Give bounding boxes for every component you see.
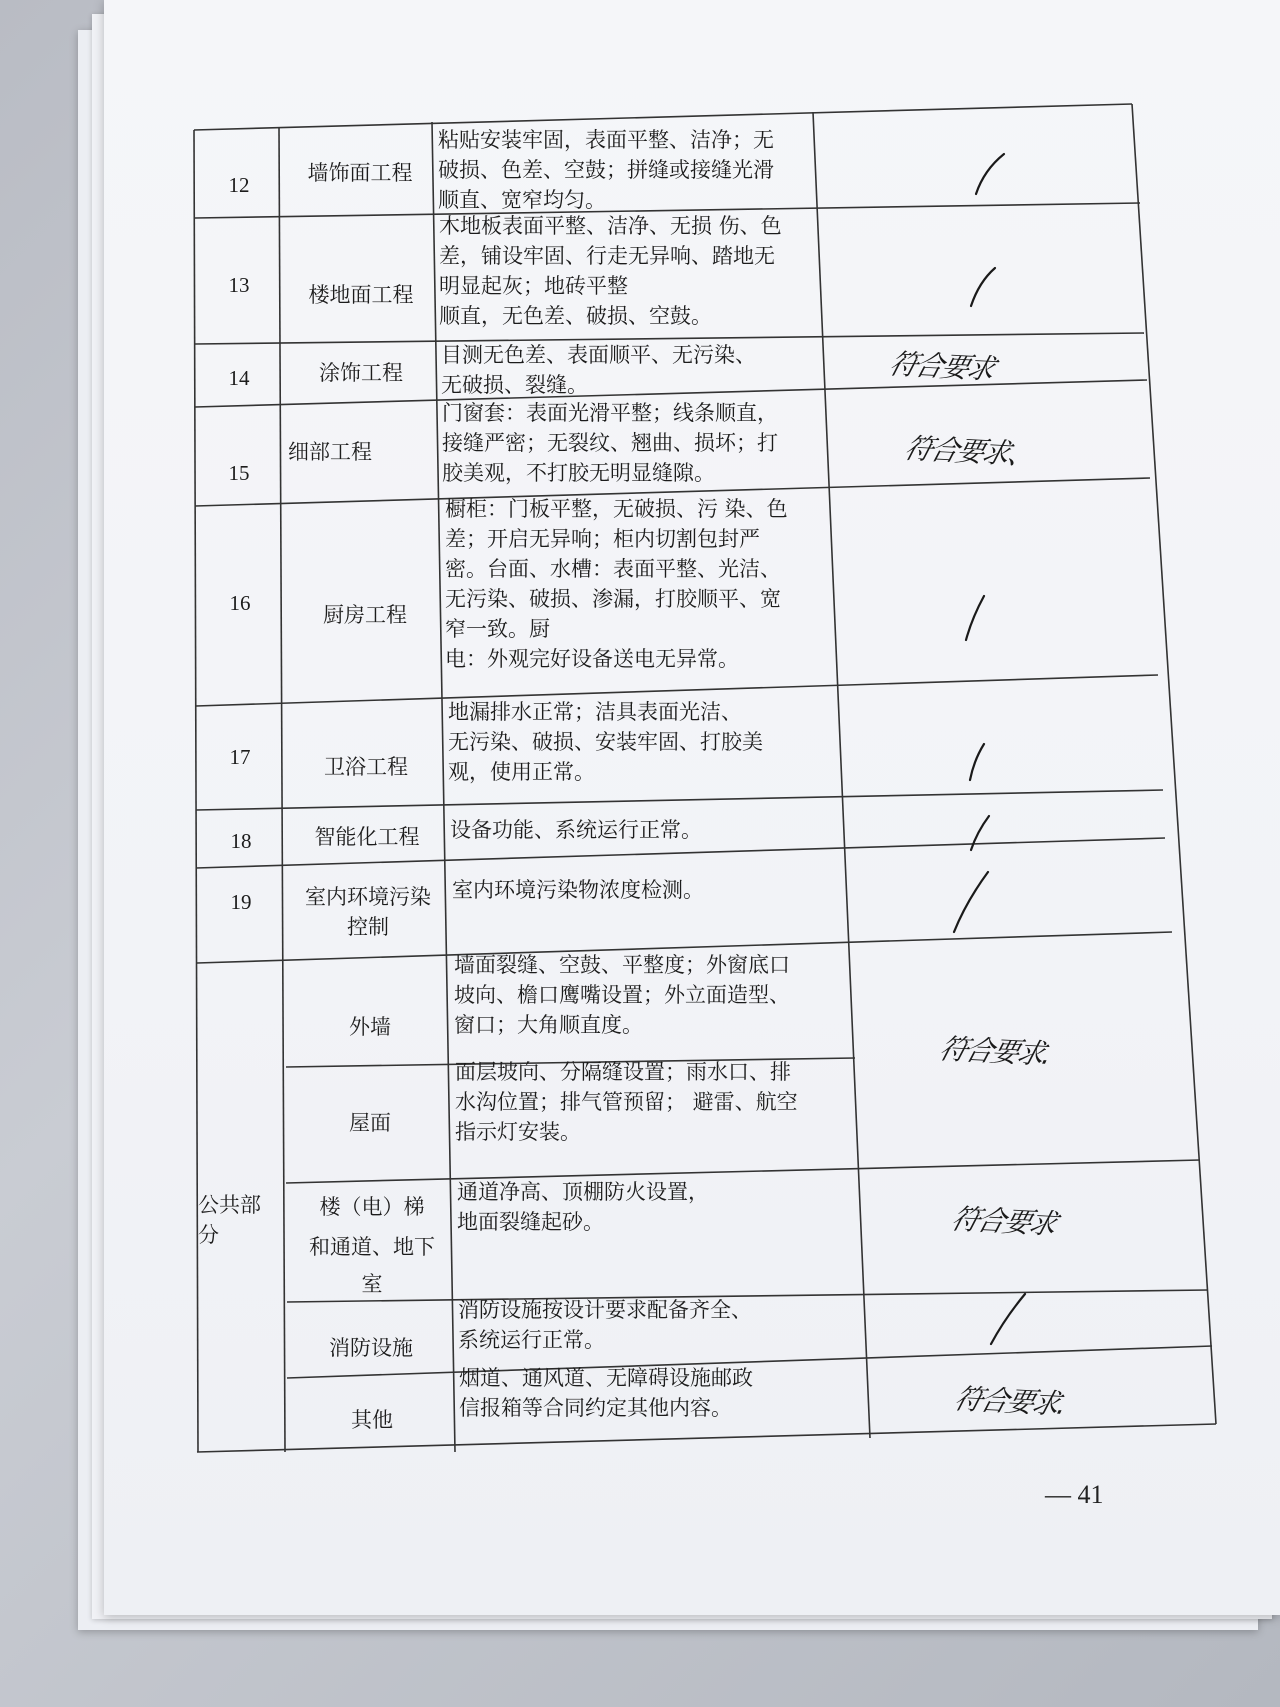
- check-mark-icon: [965, 262, 1005, 312]
- item-description: [438, 125, 774, 215]
- item-name: 墙饰面工程: [307, 161, 413, 185]
- description-line: 无污染、破损、渗漏，打胶顺平、宽: [445, 587, 781, 611]
- description-line: 窄一致。厨: [445, 617, 550, 641]
- public-item-description: [454, 950, 790, 1040]
- item-name: 楼地面工程: [308, 283, 414, 307]
- public-item-name: 外墙: [349, 1015, 391, 1039]
- description-line: 无污染、破损、安装牢固、打胶美: [448, 730, 763, 754]
- description-line: 接缝严密；无裂纹、翘曲、损坏；打: [442, 431, 778, 455]
- handwritten-result: 符合要求.: [935, 1032, 1055, 1071]
- check-mark-icon: [958, 592, 998, 646]
- description-line: 墙面裂缝、空鼓、平整度；外窗底口: [454, 953, 790, 977]
- description-line: 胶美观，不打胶无明显缝隙。: [442, 461, 715, 485]
- public-section-label: [198, 1190, 280, 1250]
- description-line: 信报箱等合同约定其他内容。: [459, 1396, 732, 1420]
- item-description: [442, 398, 778, 488]
- item-name: 智能化工程: [314, 825, 420, 849]
- row-number: 18: [230, 829, 252, 853]
- item-name-line: 室内环境污染: [305, 885, 431, 909]
- check-mark-icon: [970, 150, 1010, 200]
- description-line: 消防设施按设计要求配备齐全、: [458, 1298, 752, 1322]
- check-mark-icon: [965, 812, 1001, 856]
- public-item-description: [457, 1177, 709, 1237]
- public-item-name: 其他: [351, 1408, 393, 1432]
- handwritten-result: 符合要求: [885, 347, 998, 386]
- description-line: 差，铺设牢固、行走无异响、踏地无: [439, 244, 775, 268]
- public-item-description: [455, 1057, 798, 1147]
- description-line: 地漏排水正常；洁具表面光洁、: [448, 700, 742, 724]
- public-item-description: [458, 1295, 752, 1355]
- description-line: 水沟位置；排气管预留； 避雷、航空: [455, 1090, 798, 1114]
- item-name: 厨房工程: [323, 603, 407, 627]
- description-line: 窗口；大角顺直度。: [454, 1013, 643, 1037]
- description-line: 无破损、裂缝。: [441, 373, 588, 397]
- item-description: [439, 211, 782, 331]
- handwritten-result: 符合要求、: [901, 431, 1039, 472]
- description-line: 门窗套：表面光滑平整；线条顺直，: [442, 401, 778, 425]
- description-line: 观，使用正常。: [448, 760, 595, 784]
- page-number: — 41: [1045, 1480, 1104, 1509]
- description-line: 系统运行正常。: [458, 1328, 605, 1352]
- item-name: 涂饰工程: [319, 361, 403, 385]
- public-item-name: 屋面: [349, 1111, 391, 1135]
- description-line: 目测无色差、表面顺平、无污染、: [441, 343, 756, 367]
- description-line: 明显起灰；地砖平整: [439, 274, 628, 298]
- item-name: 卫浴工程: [324, 755, 408, 779]
- item-name-line: 控制: [347, 915, 389, 939]
- description-line: 地面裂缝起砂。: [457, 1210, 604, 1234]
- public-item-name: [292, 1187, 452, 1301]
- row-number: 15: [228, 461, 250, 485]
- public-label-line: 分: [198, 1223, 219, 1247]
- description-line: 橱柜：门板平整，无破损、污 染、色: [445, 497, 788, 521]
- item-description: [441, 340, 756, 400]
- description-line: 坡向、檐口鹰嘴设置；外立面造型、: [454, 983, 790, 1007]
- row-number: 16: [229, 591, 251, 615]
- description-line: 顺直，无色差、破损、空鼓。: [439, 304, 712, 328]
- description-line: 设备功能、系统运行正常。: [450, 818, 702, 842]
- item-description: [445, 494, 788, 674]
- check-mark-icon: [962, 738, 998, 786]
- row-number: 13: [228, 273, 250, 297]
- description-line: 密。台面、水槽：表面平整、光洁、: [445, 557, 781, 581]
- description-line: 面层坡向、分隔缝设置；雨水口、排: [455, 1060, 791, 1084]
- item-name-line: 室: [361, 1272, 383, 1296]
- description-line: 电：外观完好设备送电无异常。: [445, 647, 739, 671]
- public-item-name: 消防设施: [329, 1336, 413, 1360]
- handwritten-result: 符合要求.: [950, 1382, 1070, 1421]
- public-label-line: 公共部: [198, 1193, 261, 1217]
- row-number: 14: [228, 366, 250, 390]
- public-item-description: [459, 1363, 753, 1423]
- row-number: 12: [228, 173, 250, 197]
- item-name-line: 楼（电）梯: [319, 1195, 425, 1219]
- description-line: 指示灯安装。: [455, 1120, 581, 1144]
- item-name: 细部工程: [288, 440, 372, 464]
- row-number: 19: [230, 890, 252, 914]
- description-line: 顺直、宽窄均匀。: [438, 188, 606, 212]
- item-description: [448, 697, 763, 787]
- description-line: 木地板表面平整、洁净、无损 伤、色: [439, 214, 782, 238]
- check-mark-icon: [985, 1290, 1035, 1350]
- item-name-line: 和通道、地下: [309, 1235, 435, 1259]
- item-name: [293, 882, 443, 942]
- description-line: 烟道、通风道、无障碍设施邮政: [459, 1366, 753, 1390]
- description-line: 粘贴安装牢固，表面平整、洁净；无: [438, 128, 774, 152]
- row-number: 17: [229, 745, 251, 769]
- check-mark-icon: [948, 868, 998, 938]
- handwritten-result: 符合要求: [947, 1202, 1060, 1241]
- description-line: 室内环境污染物浓度检测。: [452, 878, 704, 902]
- description-line: 破损、色差、空鼓；拼缝或接缝光滑: [438, 158, 774, 182]
- description-line: 通道净高、顶棚防火设置，: [457, 1180, 709, 1204]
- description-line: 差；开启无异响；柜内切割包封严: [445, 527, 760, 551]
